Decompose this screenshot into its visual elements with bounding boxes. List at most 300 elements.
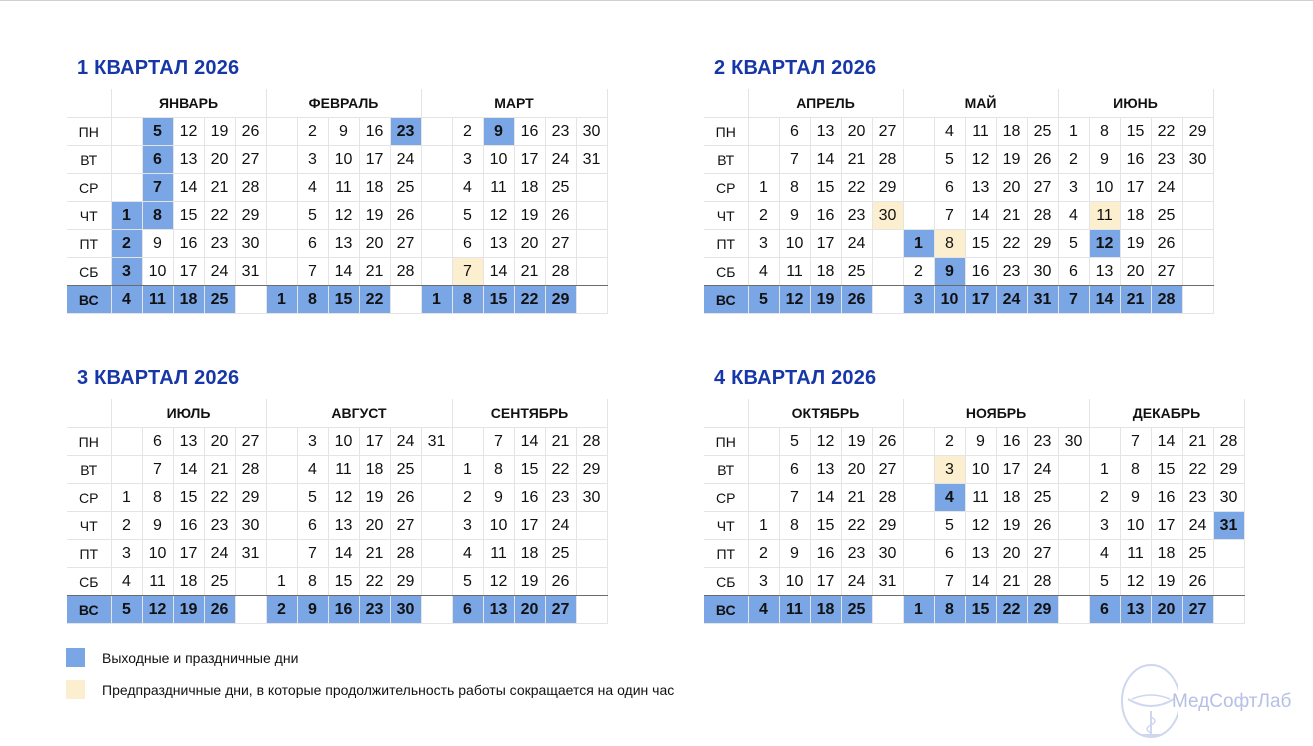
weekday-label: ВТ: [704, 456, 748, 484]
day-cell: 20: [996, 540, 1027, 568]
day-cell: 4: [934, 484, 965, 512]
day-cell: 6: [934, 540, 965, 568]
day-cell: 24: [390, 146, 421, 174]
day-cell: 18: [514, 174, 545, 202]
day-cell: 16: [328, 596, 359, 624]
logo-text: МедСофтЛаб: [1172, 691, 1292, 712]
day-cell: 28: [390, 258, 421, 286]
weekday-label: ПТ: [67, 230, 111, 258]
day-cell: 8: [934, 230, 965, 258]
day-cell: 30: [872, 540, 903, 568]
day-cell: 24: [1027, 456, 1058, 484]
day-cell: 20: [841, 118, 872, 146]
day-cell: 4: [452, 540, 483, 568]
month-name: ФЕВРАЛЬ: [266, 89, 421, 118]
day-cell: 14: [1089, 286, 1120, 314]
day-cell: 17: [173, 540, 204, 568]
weekday-label: СБ: [704, 568, 748, 596]
day-cell: 18: [1120, 202, 1151, 230]
day-cell: 12: [965, 146, 996, 174]
day-cell: 11: [779, 596, 810, 624]
day-cell: 19: [514, 568, 545, 596]
weekday-label: ВТ: [67, 146, 111, 174]
day-cell: 31: [235, 540, 266, 568]
empty-cell: [421, 484, 452, 512]
day-cell: 2: [903, 258, 934, 286]
empty-cell: [266, 456, 297, 484]
quarter-calendar: [67, 399, 608, 624]
day-cell: 13: [965, 540, 996, 568]
day-cell: 20: [1151, 596, 1182, 624]
month-name: СЕНТЯБРЬ: [452, 399, 607, 428]
day-cell: 28: [872, 146, 903, 174]
day-cell: 20: [514, 596, 545, 624]
quarter-4: [704, 367, 1245, 624]
day-cell: 16: [1120, 146, 1151, 174]
day-cell: 14: [810, 146, 841, 174]
day-cell: 17: [810, 568, 841, 596]
day-cell: 31: [872, 568, 903, 596]
empty-cell: [266, 512, 297, 540]
empty-cell: [903, 174, 934, 202]
day-cell: 19: [996, 512, 1027, 540]
day-cell: 15: [173, 202, 204, 230]
day-cell: 17: [1120, 174, 1151, 202]
empty-cell: [872, 258, 903, 286]
day-cell: 22: [204, 202, 235, 230]
day-cell: 27: [872, 456, 903, 484]
day-cell: 4: [1089, 540, 1120, 568]
empty-cell: [748, 456, 779, 484]
month-name: ЯНВАРЬ: [111, 89, 266, 118]
day-cell: 18: [359, 174, 390, 202]
day-cell: 3: [1058, 174, 1089, 202]
day-cell: 23: [204, 512, 235, 540]
day-cell: 23: [359, 596, 390, 624]
empty-cell: [872, 596, 903, 624]
day-cell: 3: [903, 286, 934, 314]
day-cell: 30: [235, 512, 266, 540]
day-cell: 11: [1120, 540, 1151, 568]
day-cell: 26: [1027, 146, 1058, 174]
weekday-label: ВС: [704, 596, 748, 624]
day-cell: 27: [1027, 174, 1058, 202]
day-cell: 25: [1182, 540, 1213, 568]
day-cell: 27: [545, 230, 576, 258]
day-cell: 23: [996, 258, 1027, 286]
day-cell: 10: [934, 286, 965, 314]
corner-cell: [704, 89, 748, 118]
day-cell: 8: [1089, 118, 1120, 146]
weekday-label: ПН: [704, 118, 748, 146]
day-cell: 2: [748, 540, 779, 568]
day-cell: 28: [235, 456, 266, 484]
day-cell: 13: [810, 118, 841, 146]
day-cell: 20: [204, 146, 235, 174]
day-cell: 22: [996, 596, 1027, 624]
day-cell: 7: [142, 456, 173, 484]
day-cell: 3: [934, 456, 965, 484]
empty-cell: [421, 568, 452, 596]
holiday-swatch: [66, 648, 85, 667]
empty-cell: [1182, 286, 1213, 314]
empty-cell: [421, 174, 452, 202]
empty-cell: [266, 174, 297, 202]
day-cell: 13: [173, 146, 204, 174]
day-cell: 3: [452, 512, 483, 540]
day-cell: 19: [514, 202, 545, 230]
day-cell: 20: [1120, 258, 1151, 286]
empty-cell: [576, 568, 607, 596]
day-cell: 18: [1151, 540, 1182, 568]
quarter-title: 1 КВАРТАЛ 2026: [77, 57, 240, 79]
empty-cell: [1058, 596, 1089, 624]
day-cell: 3: [748, 568, 779, 596]
day-cell: 31: [576, 146, 607, 174]
day-cell: 12: [965, 512, 996, 540]
day-cell: 16: [810, 540, 841, 568]
weekday-label: СР: [704, 174, 748, 202]
legend-preholiday: [66, 680, 674, 699]
day-cell: 11: [142, 568, 173, 596]
day-cell: 7: [934, 568, 965, 596]
day-cell: 7: [483, 428, 514, 456]
day-cell: 29: [872, 512, 903, 540]
day-cell: 11: [965, 118, 996, 146]
empty-cell: [748, 484, 779, 512]
day-cell: 2: [934, 428, 965, 456]
day-cell: 17: [359, 146, 390, 174]
month-name: АВГУСТ: [266, 399, 452, 428]
empty-cell: [266, 258, 297, 286]
day-cell: 10: [779, 230, 810, 258]
day-cell: 24: [841, 568, 872, 596]
month-name: ОКТЯБРЬ: [748, 399, 903, 428]
day-cell: 25: [841, 596, 872, 624]
day-cell: 7: [779, 146, 810, 174]
month-name: ДЕКАБРЬ: [1089, 399, 1244, 428]
weekday-label: ПН: [67, 428, 111, 456]
day-cell: 5: [1089, 568, 1120, 596]
day-cell: 21: [359, 258, 390, 286]
day-cell: 19: [204, 118, 235, 146]
day-cell: 30: [390, 596, 421, 624]
day-cell: 14: [514, 428, 545, 456]
day-cell: 28: [1027, 568, 1058, 596]
day-cell: 29: [235, 484, 266, 512]
day-cell: 10: [1089, 174, 1120, 202]
day-cell: 31: [1213, 512, 1244, 540]
day-cell: 2: [297, 118, 328, 146]
empty-cell: [576, 596, 607, 624]
day-cell: 30: [235, 230, 266, 258]
day-cell: 14: [810, 484, 841, 512]
day-cell: 31: [235, 258, 266, 286]
day-cell: 24: [204, 258, 235, 286]
day-cell: 5: [452, 202, 483, 230]
day-cell: 26: [1182, 568, 1213, 596]
day-cell: 1: [111, 484, 142, 512]
day-cell: 13: [483, 230, 514, 258]
day-cell: 25: [1151, 202, 1182, 230]
day-cell: 28: [390, 540, 421, 568]
day-cell: 23: [545, 118, 576, 146]
day-cell: 9: [142, 230, 173, 258]
empty-cell: [111, 428, 142, 456]
day-cell: 28: [235, 174, 266, 202]
day-cell: 1: [748, 512, 779, 540]
empty-cell: [266, 484, 297, 512]
day-cell: 26: [872, 428, 903, 456]
day-cell: 10: [142, 540, 173, 568]
empty-cell: [576, 202, 607, 230]
day-cell: 14: [328, 540, 359, 568]
empty-cell: [1182, 202, 1213, 230]
empty-cell: [576, 512, 607, 540]
day-cell: 25: [841, 258, 872, 286]
day-cell: 27: [1027, 540, 1058, 568]
empty-cell: [576, 540, 607, 568]
empty-cell: [111, 456, 142, 484]
corner-cell: [704, 399, 748, 428]
empty-cell: [903, 484, 934, 512]
day-cell: 30: [1058, 428, 1089, 456]
day-cell: 11: [965, 484, 996, 512]
day-cell: 11: [483, 174, 514, 202]
day-cell: 13: [1120, 596, 1151, 624]
day-cell: 11: [483, 540, 514, 568]
month-name: ИЮЛЬ: [111, 399, 266, 428]
day-cell: 27: [545, 596, 576, 624]
day-cell: 24: [1151, 174, 1182, 202]
day-cell: 16: [810, 202, 841, 230]
day-cell: 26: [204, 596, 235, 624]
day-cell: 22: [1151, 118, 1182, 146]
day-cell: 4: [748, 258, 779, 286]
day-cell: 18: [359, 456, 390, 484]
day-cell: 27: [235, 428, 266, 456]
day-cell: 29: [872, 174, 903, 202]
day-cell: 22: [841, 174, 872, 202]
day-cell: 22: [1182, 456, 1213, 484]
weekday-label: СР: [67, 174, 111, 202]
day-cell: 30: [1213, 484, 1244, 512]
day-cell: 19: [1151, 568, 1182, 596]
day-cell: 7: [1058, 286, 1089, 314]
day-cell: 4: [297, 174, 328, 202]
day-cell: 8: [779, 512, 810, 540]
day-cell: 2: [1058, 146, 1089, 174]
day-cell: 15: [965, 596, 996, 624]
day-cell: 29: [235, 202, 266, 230]
empty-cell: [1089, 428, 1120, 456]
day-cell: 25: [204, 568, 235, 596]
day-cell: 8: [142, 202, 173, 230]
empty-cell: [266, 540, 297, 568]
day-cell: 28: [545, 258, 576, 286]
day-cell: 17: [359, 428, 390, 456]
day-cell: 14: [1151, 428, 1182, 456]
day-cell: 21: [359, 540, 390, 568]
day-cell: 6: [934, 174, 965, 202]
weekday-label: ПН: [67, 118, 111, 146]
day-cell: 24: [841, 230, 872, 258]
day-cell: 25: [545, 540, 576, 568]
day-cell: 18: [514, 540, 545, 568]
day-cell: 23: [1151, 146, 1182, 174]
day-cell: 5: [452, 568, 483, 596]
weekday-label: ЧТ: [67, 512, 111, 540]
empty-cell: [421, 596, 452, 624]
empty-cell: [576, 174, 607, 202]
day-cell: 23: [841, 540, 872, 568]
day-cell: 29: [1213, 456, 1244, 484]
day-cell: 8: [1120, 456, 1151, 484]
day-cell: 6: [779, 118, 810, 146]
day-cell: 13: [965, 174, 996, 202]
day-cell: 19: [359, 202, 390, 230]
day-cell: 1: [903, 596, 934, 624]
empty-cell: [1182, 258, 1213, 286]
day-cell: 30: [872, 202, 903, 230]
day-cell: 8: [297, 286, 328, 314]
day-cell: 10: [328, 146, 359, 174]
legend-preholiday-text: Предпраздничные дни, в которые продолжительность работы сокращается на один час: [102, 681, 675, 698]
empty-cell: [903, 456, 934, 484]
day-cell: 3: [1089, 512, 1120, 540]
corner-cell: [67, 399, 111, 428]
empty-cell: [1182, 174, 1213, 202]
empty-cell: [235, 286, 266, 314]
day-cell: 21: [204, 174, 235, 202]
empty-cell: [421, 118, 452, 146]
empty-cell: [748, 428, 779, 456]
day-cell: 20: [841, 456, 872, 484]
day-cell: 5: [1058, 230, 1089, 258]
day-cell: 4: [934, 118, 965, 146]
preholiday-swatch: [66, 680, 85, 699]
day-cell: 23: [545, 484, 576, 512]
day-cell: 16: [514, 118, 545, 146]
day-cell: 8: [779, 174, 810, 202]
day-cell: 26: [390, 202, 421, 230]
day-cell: 3: [748, 230, 779, 258]
day-cell: 5: [779, 428, 810, 456]
day-cell: 14: [483, 258, 514, 286]
empty-cell: [872, 230, 903, 258]
day-cell: 9: [965, 428, 996, 456]
day-cell: 7: [452, 258, 483, 286]
day-cell: 14: [173, 456, 204, 484]
day-cell: 11: [328, 456, 359, 484]
day-cell: 28: [1027, 202, 1058, 230]
day-cell: 29: [1182, 118, 1213, 146]
day-cell: 1: [111, 202, 142, 230]
day-cell: 10: [779, 568, 810, 596]
day-cell: 19: [996, 146, 1027, 174]
day-cell: 28: [872, 484, 903, 512]
day-cell: 25: [1027, 118, 1058, 146]
day-cell: 21: [545, 428, 576, 456]
day-cell: 9: [779, 202, 810, 230]
empty-cell: [903, 540, 934, 568]
day-cell: 21: [996, 568, 1027, 596]
day-cell: 8: [142, 484, 173, 512]
day-cell: 26: [841, 286, 872, 314]
month-name: МАРТ: [421, 89, 607, 118]
day-cell: 4: [452, 174, 483, 202]
day-cell: 25: [390, 456, 421, 484]
day-cell: 27: [390, 230, 421, 258]
day-cell: 23: [390, 118, 421, 146]
day-cell: 22: [514, 286, 545, 314]
empty-cell: [266, 230, 297, 258]
day-cell: 23: [204, 230, 235, 258]
day-cell: 28: [576, 428, 607, 456]
day-cell: 6: [297, 230, 328, 258]
day-cell: 22: [204, 484, 235, 512]
day-cell: 16: [173, 512, 204, 540]
day-cell: 26: [1027, 512, 1058, 540]
day-cell: 9: [483, 118, 514, 146]
day-cell: 18: [173, 568, 204, 596]
quarter-calendar: [67, 89, 608, 314]
empty-cell: [1213, 596, 1244, 624]
day-cell: 18: [810, 596, 841, 624]
day-cell: 17: [514, 512, 545, 540]
day-cell: 4: [748, 596, 779, 624]
day-cell: 9: [779, 540, 810, 568]
day-cell: 19: [810, 286, 841, 314]
quarter-3: [67, 367, 608, 624]
day-cell: 27: [235, 146, 266, 174]
day-cell: 8: [934, 596, 965, 624]
weekday-label: СБ: [67, 258, 111, 286]
day-cell: 13: [173, 428, 204, 456]
day-cell: 6: [1058, 258, 1089, 286]
day-cell: 8: [452, 286, 483, 314]
day-cell: 12: [1120, 568, 1151, 596]
day-cell: 2: [1089, 484, 1120, 512]
day-cell: 5: [142, 118, 173, 146]
empty-cell: [421, 258, 452, 286]
day-cell: 10: [965, 456, 996, 484]
quarter-title: 4 КВАРТАЛ 2026: [714, 367, 877, 389]
day-cell: 16: [359, 118, 390, 146]
day-cell: 1: [452, 456, 483, 484]
day-cell: 31: [421, 428, 452, 456]
day-cell: 17: [810, 230, 841, 258]
day-cell: 7: [297, 258, 328, 286]
day-cell: 13: [810, 456, 841, 484]
weekday-label: СР: [67, 484, 111, 512]
empty-cell: [111, 146, 142, 174]
empty-cell: [421, 202, 452, 230]
day-cell: 22: [841, 512, 872, 540]
quarter-2: [704, 57, 1214, 314]
weekday-label: ВТ: [704, 146, 748, 174]
day-cell: 13: [328, 512, 359, 540]
day-cell: 26: [235, 118, 266, 146]
day-cell: 16: [514, 484, 545, 512]
month-name: МАЙ: [903, 89, 1058, 118]
day-cell: 6: [452, 596, 483, 624]
day-cell: 10: [483, 512, 514, 540]
day-cell: 29: [576, 456, 607, 484]
day-cell: 8: [297, 568, 328, 596]
day-cell: 9: [934, 258, 965, 286]
day-cell: 5: [934, 146, 965, 174]
